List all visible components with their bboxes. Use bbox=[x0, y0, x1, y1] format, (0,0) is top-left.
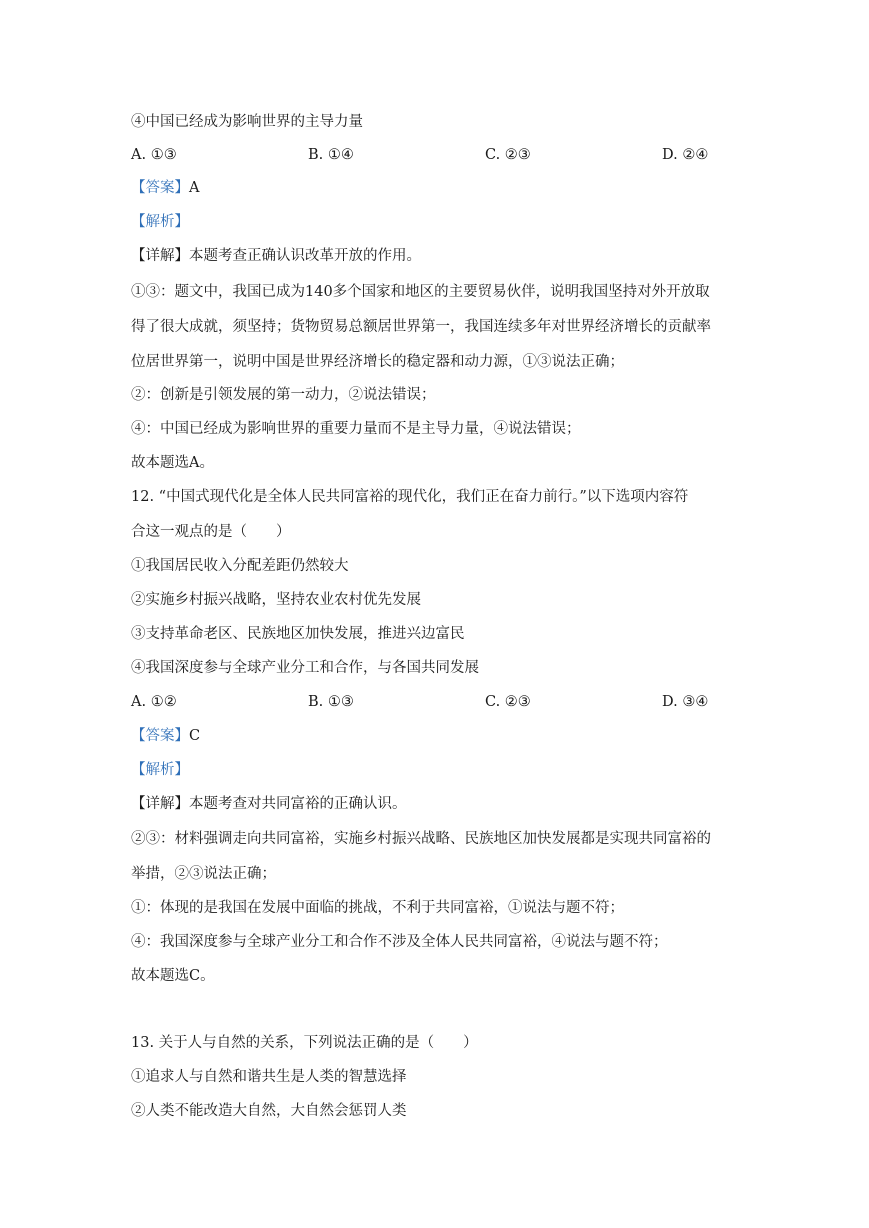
q12-item-4: ④我国深度参与全球产业分工和合作，与各国共同发展 bbox=[131, 660, 479, 676]
q12-explanation-1-line-1: ②③：材料强调走向共同富裕，实施乡村振兴战略、民族地区加快发展都是实现共同富裕的 bbox=[131, 831, 711, 847]
q12-option-d: D. ③④ bbox=[662, 694, 709, 710]
q11-detail: 【详解】本题考查正确认识改革开放的作用。 bbox=[131, 248, 421, 264]
q12-explanation-3: ④：我国深度参与全球产业分工和合作不涉及全体人民共同富裕，④说法与题不符； bbox=[131, 934, 668, 950]
q12-item-2: ②实施乡村振兴战略，坚持农业农村优先发展 bbox=[131, 592, 421, 608]
q12-item-1: ①我国居民收入分配差距仍然较大 bbox=[131, 558, 349, 574]
q13-stem: 13. 关于人与自然的关系，下列说法正确的是（ ） bbox=[131, 1035, 478, 1051]
q11-item-4: ④中国已经成为影响世界的主导力量 bbox=[131, 114, 363, 130]
q11-analysis-tag: 【解析】 bbox=[131, 214, 189, 230]
q12-conclusion: 故本题选C。 bbox=[131, 968, 215, 984]
q12-detail: 【详解】本题考查对共同富裕的正确认识。 bbox=[131, 796, 407, 812]
q11-option-d: D. ②④ bbox=[662, 147, 709, 163]
q12-explanation-2: ①：体现的是我国在发展中面临的挑战，不利于共同富裕，①说法与题不符； bbox=[131, 900, 624, 916]
q11-option-b: B. ①④ bbox=[308, 147, 354, 163]
q12-answer-tag: 【答案】 bbox=[131, 728, 189, 744]
q11-conclusion: 故本题选A。 bbox=[131, 455, 214, 471]
q11-answer-line bbox=[131, 178, 749, 198]
q12-analysis-tag: 【解析】 bbox=[131, 762, 189, 778]
q12-stem-line-2: 合这一观点的是（ ） bbox=[131, 524, 291, 540]
q11-option-c: C. ②③ bbox=[485, 147, 531, 163]
q11-explanation-1-line-2: 得了很大成就，须坚持；货物贸易总额居世界第一，我国连续多年对世界经济增长的贡献率 bbox=[131, 319, 711, 335]
q11-option-a: A. ①③ bbox=[131, 147, 177, 163]
q12-item-3: ③支持革命老区、民族地区加快发展，推进兴边富民 bbox=[131, 626, 465, 642]
q11-answer-tag: 【答案】 bbox=[131, 180, 189, 196]
q11-answer-value: A bbox=[189, 180, 200, 196]
q11-explanation-2: ②：创新是引领发展的第一动力，②说法错误； bbox=[131, 387, 436, 403]
q11-explanation-1-line-1: ①③：题文中，我国已成为140多个国家和地区的主要贸易伙伴，说明我国坚持对外开放取 bbox=[131, 284, 710, 300]
q12-options bbox=[131, 692, 751, 712]
q11-explanation-1-line-3: 位居世界第一，说明中国是世界经济增长的稳定器和动力源，①③说法正确； bbox=[131, 354, 624, 370]
q12-option-b: B. ①③ bbox=[308, 694, 354, 710]
q13-item-1: ①追求人与自然和谐共生是人类的智慧选择 bbox=[131, 1069, 407, 1085]
q12-answer-line bbox=[131, 726, 749, 746]
q12-option-a: A. ①② bbox=[131, 694, 177, 710]
q11-options bbox=[131, 145, 751, 165]
q12-option-c: C. ②③ bbox=[485, 694, 531, 710]
q11-explanation-3: ④：中国已经成为影响世界的重要力量而不是主导力量，④说法错误； bbox=[131, 421, 581, 437]
q12-answer-value: C bbox=[189, 728, 201, 744]
q12-stem-line-1: 12. “中国式现代化是全体人民共同富裕的现代化，我们正在奋力前行。”以下选项内容符 bbox=[131, 489, 689, 505]
q13-item-2: ②人类不能改造大自然，大自然会惩罚人类 bbox=[131, 1103, 407, 1119]
q12-explanation-1-line-2: 举措，②③说法正确； bbox=[131, 866, 276, 882]
